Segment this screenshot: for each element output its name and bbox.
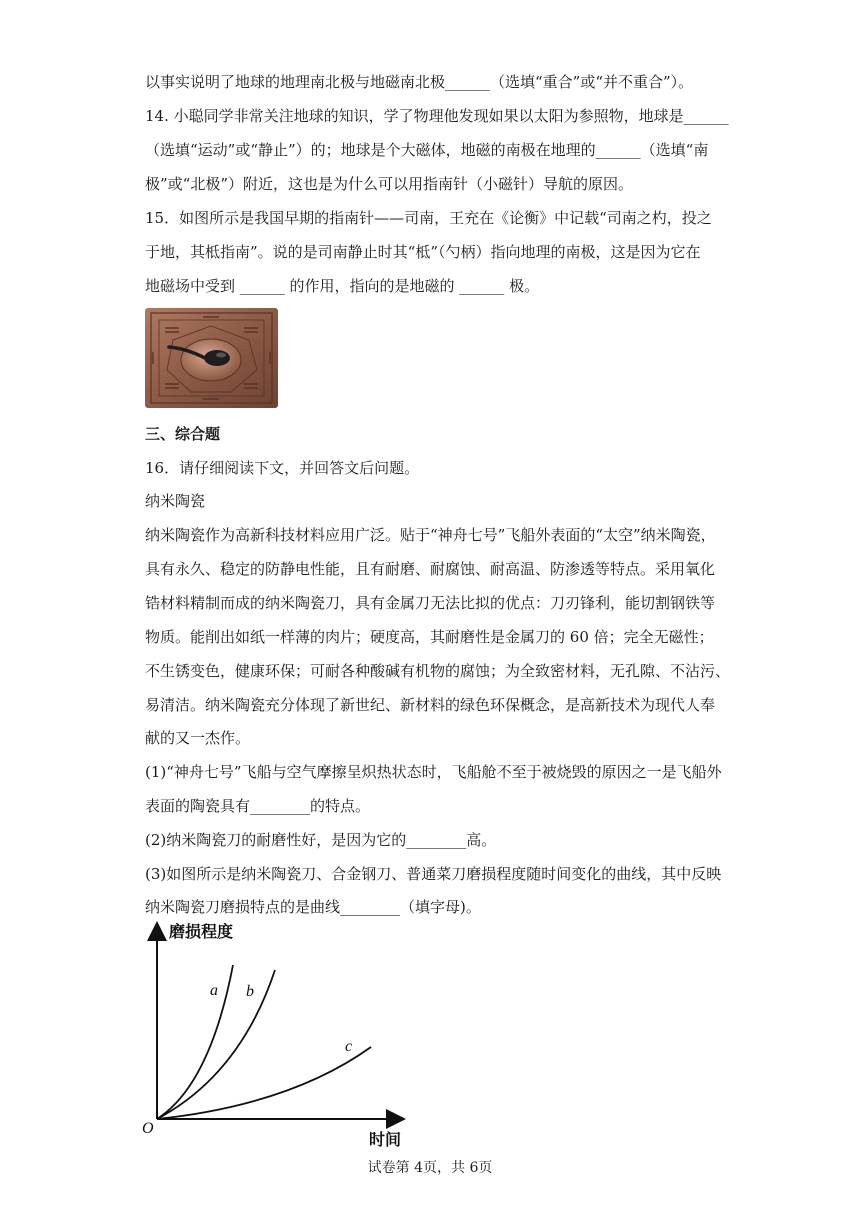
q14-line-3: 极”或“北极”）附近，这也是为什么可以用指南针（小磁针）导航的原因。: [145, 175, 634, 193]
q16-sub2: (2)纳米陶瓷刀的耐磨性好，是因为它的________高。: [145, 831, 497, 849]
article-line-6: 易清洁。纳米陶瓷充分体现了新世纪、新材料的绿色环保概念，是高新技术为现代人奉: [145, 696, 716, 714]
q16-sub3-line-1: (3)如图所示是纳米陶瓷刀、合金钢刀、普通菜刀磨损程度随时间变化的曲线，其中反映: [145, 865, 722, 883]
q16-sub1-line-2: 表面的陶瓷具有________的特点。: [145, 797, 371, 815]
section-heading: 三、综合题: [145, 425, 221, 443]
article-title: 纳米陶瓷: [145, 492, 206, 510]
q14-line-2: （选填“运动”或“静止”）的；地球是个大磁体，地磁的南极在地理的______（选填“南: [145, 141, 709, 159]
curve-a: [157, 965, 233, 1119]
article-line-7: 献的又一杰作。: [145, 729, 251, 747]
wear-time-graph: [140, 915, 420, 1150]
curve-c-label: c: [345, 1038, 353, 1055]
article-line-2: 具有永久、稳定的防静电性能，且有耐磨、耐腐蚀、耐高温、防渗透等特点。采用氧化: [145, 560, 716, 578]
x-axis-label: 时间: [369, 1132, 402, 1149]
origin-label: O: [142, 1120, 154, 1137]
q16-sub1-line-1: (1)“神舟七号”飞船与空气摩擦呈炽热状态时，飞船舱不至于被烧毁的原因之一是飞船外: [145, 763, 722, 781]
curve-a-label: a: [210, 982, 218, 999]
q15-line-1: 15．如图所示是我国早期的指南针——司南，王充在《论衡》中记载“司南之杓，投之: [145, 209, 712, 227]
q13-continuation: 以事实说明了地球的地理南北极与地磁南北极______（选填“重合”或“并不重合”）。: [145, 73, 694, 91]
y-axis-label: 磨损程度: [169, 924, 234, 941]
page-footer: 试卷第 4页，共 6页: [367, 1160, 493, 1176]
sinan-compass-image: [145, 308, 278, 408]
article-line-5: 不生锈变色，健康环保；可耐各种酸碱有机物的腐蚀；为全致密材料，无孔隙、不沾污、: [145, 662, 731, 680]
q15-line-3: 地磁场中受到 ______ 的作用，指向的是地磁的 ______ 极。: [145, 277, 540, 295]
q16-intro: 16．请仔细阅读下文，并回答文后问题。: [145, 459, 420, 477]
q16-sub3-line-2: 纳米陶瓷刀磨损特点的是曲线________（填字母)。: [145, 898, 481, 916]
article-line-1: 纳米陶瓷作为高新科技材料应用广泛。贴于“神舟七号”飞船外表面的“太空”纳米陶瓷，: [145, 526, 716, 544]
article-line-3: 锆材料精制而成的纳米陶瓷刀，具有金属刀无法比拟的优点：刀刃锋利，能切割钢铁等: [145, 594, 716, 612]
q14-line-1: 14. 小聪同学非常关注地球的知识，学了物理他发现如果以太阳为参照物，地球是______: [145, 107, 729, 125]
q15-line-2: 于地，其柢指南”。说的是司南静止时其“柢”（勺柄）指向地理的南极，这是因为它在: [145, 243, 701, 261]
curve-b-label: b: [246, 983, 254, 1000]
article-line-4: 物质。能削出如纸一样薄的肉片；硬度高，其耐磨性是金属刀的 60 倍；完全无磁性；: [145, 628, 714, 646]
curve-c: [157, 1047, 371, 1119]
